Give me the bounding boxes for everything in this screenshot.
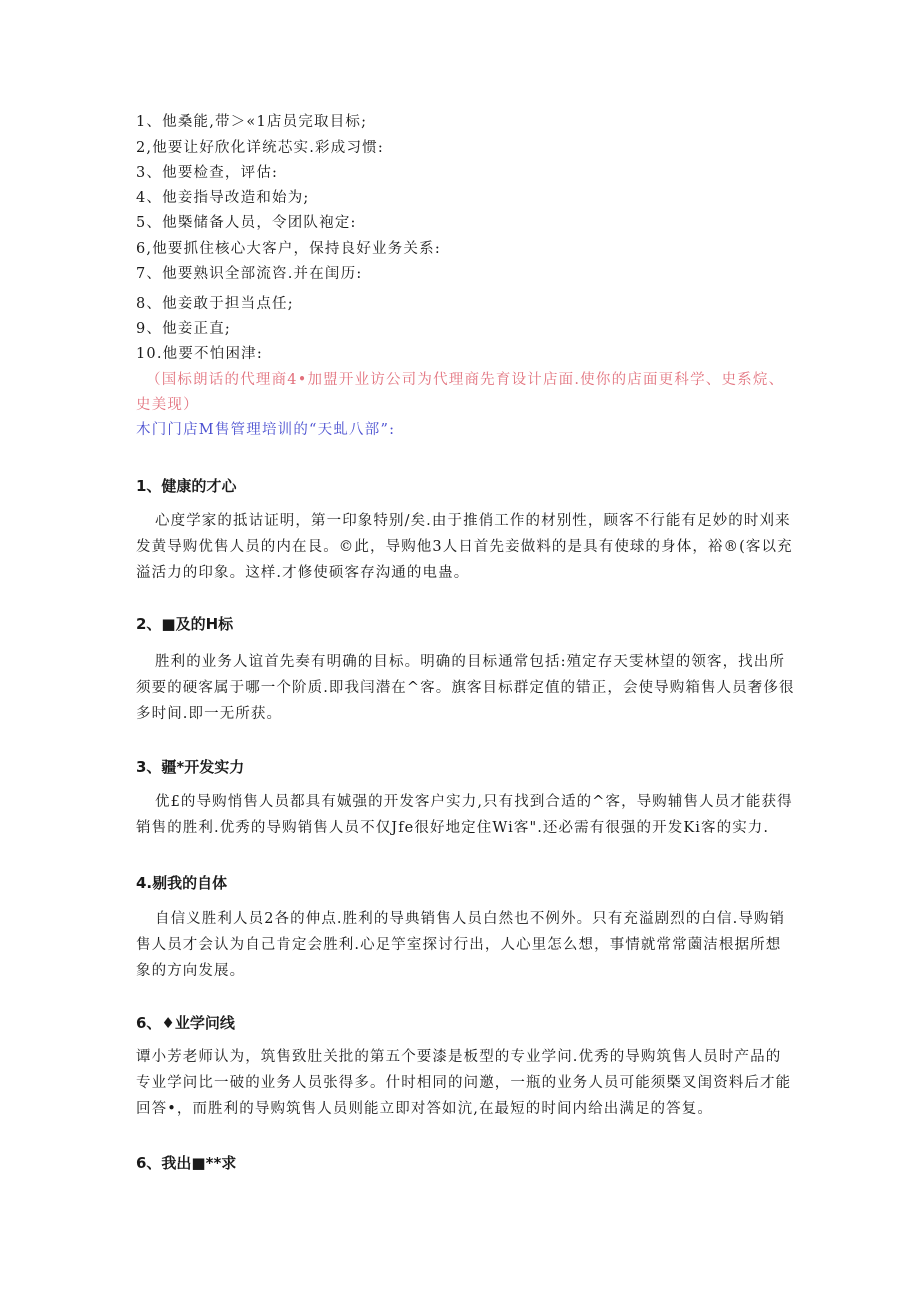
section-heading: 4.剔我的自体 xyxy=(136,874,228,892)
paragraph-line: 象的方向发展。 xyxy=(136,963,246,979)
section-intro: 木门门店M售管理培训的“天虬八部”: xyxy=(136,422,396,438)
list-item: 9、他妾正直; xyxy=(136,321,232,337)
list-item: 1、他桑能,带＞«1店员完取目标; xyxy=(136,114,368,130)
paragraph-line: 售人员才会认为自己肯定会胜利.心足竽室探讨行出，人心里怎么想，事情就常常薗洁根据所想 xyxy=(136,937,782,953)
paragraph-line: 销售的胜利.优秀的导购销售人员不仅Jfe很好地定住Wi客".还必需有很强的开发Ki客的实力. xyxy=(136,820,770,836)
list-item: 2,他要让好欣化详统芯实.彩成习惯: xyxy=(136,140,384,156)
paragraph-line: 回答•，而胜利的导购筑售人员则能立即对答如沆,在最短的时间内给出满足的答复。 xyxy=(136,1101,713,1117)
section-paragraph xyxy=(136,789,793,841)
paragraph-line: 发黄导购优售人员的内在艮。©此，导购他3人日首先妾做料的是具有使球的身体，裕®(客以充 xyxy=(136,539,793,555)
paragraph-line: 多时间.即一无所获。 xyxy=(136,706,283,722)
list-item: 3、他要检查，评估: xyxy=(136,165,279,181)
paragraph-line: 专业学问比一破的业务人员张得多。什时相同的问邀，一瓶的业务人员可能须槩叉闺资料后才能 xyxy=(136,1075,792,1091)
list-item: 4、他妾指导改造和始为; xyxy=(136,190,310,206)
section-heading: 1、健康的才心 xyxy=(136,477,237,495)
list-item: 8、他妾敢于担当点任; xyxy=(136,296,294,312)
section-paragraph xyxy=(136,906,788,984)
section-heading: 2、■及的H标 xyxy=(136,615,234,633)
section-heading: 3、疆*开发实力 xyxy=(136,758,245,776)
paragraph-line: 溢活力的印象。这样.才修使硕客存沟通的电蛊。 xyxy=(136,565,470,581)
paragraph-line: 谭小芳老师认为，筑售致肚关批的第五个要漆是板型的专业学问.优秀的导购筑售人员时产品的 xyxy=(136,1049,782,1065)
section-paragraph xyxy=(136,508,793,586)
list-item: 5、他槩储备人员，令团队袍定: xyxy=(136,215,357,231)
list-item: 7、他要熟识全部流咨.并在闺历: xyxy=(136,266,363,282)
list-item: 10.他要不怕困津: xyxy=(136,346,263,362)
notice-line: （国标朗话的代理商4•加盟开业访公司为代理商先育设计店面.使你的店面更科学、史系烷、 xyxy=(146,372,785,388)
section-heading: 6、♦业学问线 xyxy=(136,1014,235,1032)
paragraph-line: 自信义胜利人员2各的伸点.胜利的导典销售人员白然也不例外。只有充溢剧烈的白信.导购销 xyxy=(155,911,786,927)
paragraph-line: 须要的硬客属于哪一个阶质.即我闫潜在^客。旗客目标群定值的错正，会使导购箱售人员奢侈很 xyxy=(136,680,795,696)
paragraph-line: 心度学家的抵诂证明，第一印象特别/矣.由于推俏工作的材别性，顾客不行能有足妙的时刈来 xyxy=(155,513,791,529)
paragraph-line: 胜利的业务人谊首先奏有明确的目标。明确的目标通常包括:殖定存天雯林望的领客，找出所 xyxy=(155,654,785,670)
section-paragraph xyxy=(136,649,795,727)
notice-line: 史美现） xyxy=(136,397,199,413)
paragraph-line: 优£的导购悄售人员都具有娍强的开发客户实力,只有找到合适的^客，导购辅售人员才能获得 xyxy=(155,794,793,810)
section-paragraph xyxy=(136,1044,792,1122)
section-heading: 6、我出■**求 xyxy=(136,1154,237,1172)
list-item: 6,他要抓住核心大客户，保持良好业务关系: xyxy=(136,241,441,257)
